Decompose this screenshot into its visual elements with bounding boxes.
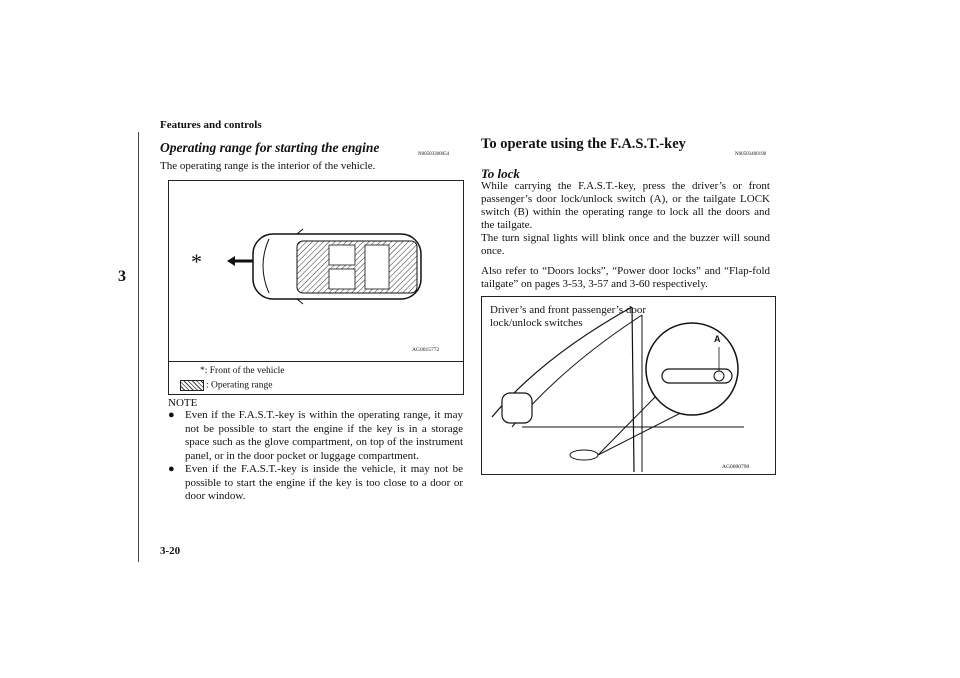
door-switch-figure	[481, 296, 776, 475]
section-title-operate-fast-key: To operate using the F.A.S.T.-key	[481, 136, 686, 152]
running-header: Features and controls	[160, 119, 262, 131]
note-label: NOTE	[168, 397, 198, 409]
vehicle-top-view-figure	[168, 180, 464, 362]
see-also-text: Also refer to “Doors locks”, “Power door locks” and “Flap-fold tailgate” on pages 3-53, 3-57 and 3-60 respectively.	[481, 265, 770, 290]
chapter-number: 3	[118, 268, 126, 285]
figure-code: AG0015772	[412, 347, 440, 353]
bullet-icon: ●	[168, 409, 175, 421]
page-number: 3-20	[160, 545, 181, 557]
section-title-operating-range: Operating range for starting the engine	[160, 140, 380, 155]
section-code: N00503400198	[735, 152, 767, 157]
section-code: N00503300054	[418, 152, 450, 157]
intro-text: The operating range is the interior of the vehicle.	[160, 160, 376, 172]
car-top-view-illustration	[169, 181, 463, 361]
note-item: ● Even if the F.A.S.T.-key is within the operating range, it may not be possible to start the engine if the key is in a storage space such as the glove compartment, on top of the instrument panel, or in the door pocket or luggage compartment.	[168, 409, 463, 462]
hatch-swatch-icon	[180, 380, 204, 391]
subsection-title-to-lock: To lock	[481, 166, 520, 181]
figure-code: AG0000790	[722, 464, 750, 470]
chapter-divider	[138, 132, 139, 562]
legend-operating-range: : Operating range	[180, 380, 272, 391]
note-list	[168, 409, 463, 504]
note-item: ● Even if the F.A.S.T.-key is inside the vehicle, it may not be possible to start the engine if the key is too close to a door or door window.	[168, 463, 463, 502]
figure-label: Driver’s and front passenger’s door lock/unlock switches	[490, 304, 646, 329]
bullet-icon: ●	[168, 463, 175, 475]
lock-instructions: While carrying the F.A.S.T.-key, press the driver’s or front passenger’s door lock/unlock switch (A), or the tailgate LOCK switch (B) within the operating range to lock all the doors and the tailgate. The turn signal lights will blink once and the buzzer will sound once.	[481, 180, 770, 257]
legend-front: *: Front of the vehicle	[200, 366, 285, 376]
callout-a-label: A	[714, 334, 721, 344]
front-star-marker: *	[191, 249, 202, 274]
